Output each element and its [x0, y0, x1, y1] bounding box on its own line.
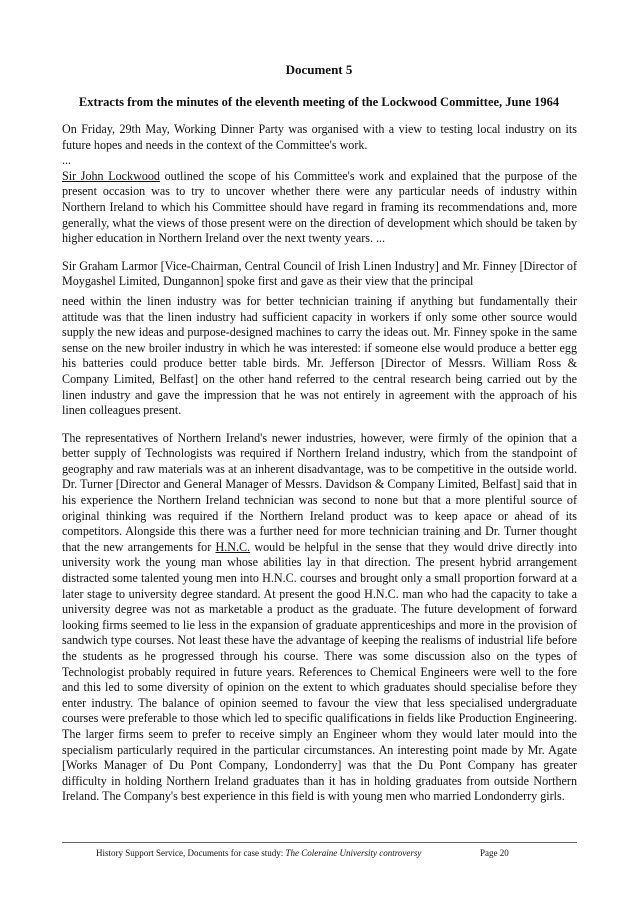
paragraph-newer-industries	[62, 431, 577, 805]
footer-source: History Support Service, Documents for case study:	[96, 848, 286, 858]
ellipsis-marker: ...	[62, 153, 72, 168]
paragraph-newer-industries-text-1: The representatives of Northern Ireland's newer industries, however, were firmly of the opinion that a better supply of Technologists was required if Northern Ireland industry, which from the standpoint of geography and raw materials was at an inherent disadvantage, was to be competitive in the outside world. Dr. Turner [Director and General Manager of Messrs. Davidson & Company Limited, Belfast] said that in his experience the Northern Ireland technician was second to none but that a more plentiful source of original thinking was required if the Northern Ireland product was to keep apace or ahead of its competitors. Alongside this there was a further need for more technician training and Dr. Turner thought that the new arrangements for	[62, 430, 577, 554]
document-subtitle: Extracts from the minutes of the eleventh meeting of the Lockwood Committee, June 1964	[78, 95, 560, 109]
paragraph-dinner-party: On Friday, 29th May, Working Dinner Party was organised with a view to testing local industry on its future hopes and needs in the context of the Committee's work.	[62, 122, 577, 152]
paragraph-lockwood	[62, 169, 577, 247]
page-footer	[96, 847, 526, 859]
footer-divider	[62, 842, 577, 843]
paragraph-newer-industries-text-2: would be helpful in the sense that they would drive directly into university work the young man whose abilities lay in that direction. The present hybrid arrangement distracted some talented young men into H.N.C. courses and brought only a small proportion forward at a later stage to university degree standard. At present the good H.N.C. man who had the capacity to take a university degree was not as marketable a product as the graduate. The future development of forward looking firms seemed to lie less in the expansion of graduate apprenticeships and more in the provision of sandwich type courses. Not least these have the advantage of keeping the realisms of industrial life before the students as he progressed through his course. There was some discussion also on the types of Technologist probably required in future years. References to Chemical Engineers were well to the fore and this led to some diversity of opinion on the extent to which graduates should specialise before they enter industry. The balance of opinion seemed to favour the view that less specialised undergraduate courses were preferable to those which led to specific qualifications in fields like Production Engineering. The larger firms seem to prefer to receive simply an Engineer whom they would later mould into the specialism particularly required in the particular circumstances. An interesting point made by Mr. Agate [Works Manager of Du Pont Company, Londonderry] was that the Du Pont Company has greater difficulty in holding Northern Ireland graduates than it has in holding graduates from outside Northern Ireland. The Company's best experience in this field is with young men who married Londonderry girls.	[62, 539, 577, 804]
hnc-term: H.N.C.	[215, 539, 251, 554]
paragraph-lockwood-text: outlined the scope of his Committee's work and explained that the purpose of the present occasion was to try to uncover whether there were any particular needs of industry within Northern Ireland to which his Committee should have regard in framing its recommendations and, more generally, what the views of those present were on the direction of development which should be taken by higher education in Northern Ireland over the next twenty years. ...	[62, 168, 578, 246]
page-number: Page 20	[480, 848, 509, 858]
sir-john-lockwood-name: Sir John Lockwood	[62, 168, 160, 183]
document-title: Document 5	[285, 62, 353, 77]
document-body	[62, 122, 577, 817]
paragraph-larmor-intro: Sir Graham Larmor [Vice-Chairman, Central Council of Irish Linen Industry] and Mr. Finney [Director of Moygashel Limited, Dungannon] spoke first and gave as their view that the principal	[62, 258, 577, 289]
footer-case-study: The Coleraine University controversy	[285, 848, 422, 858]
paragraph-linen-industry: need within the linen industry was for better technician training if anything but fundamentally their attitude was that the linen industry had sufficient capacity in workers if only some other source would supply the new ideas and purpose-designed machines to carry the ideas out. Mr. Finney spoke in the same sense on the new broiler industry in which he was interested: if someone else would produce a better egg his batteries could produce better table birds. Mr. Jefferson [Director of Messrs. William Ross & Company Limited, Belfast] on the other hand referred to the central research being carried out by the linen industry and gave the impression that he was not entirely in agreement with the approach of his linen colleagues present.	[62, 293, 577, 418]
